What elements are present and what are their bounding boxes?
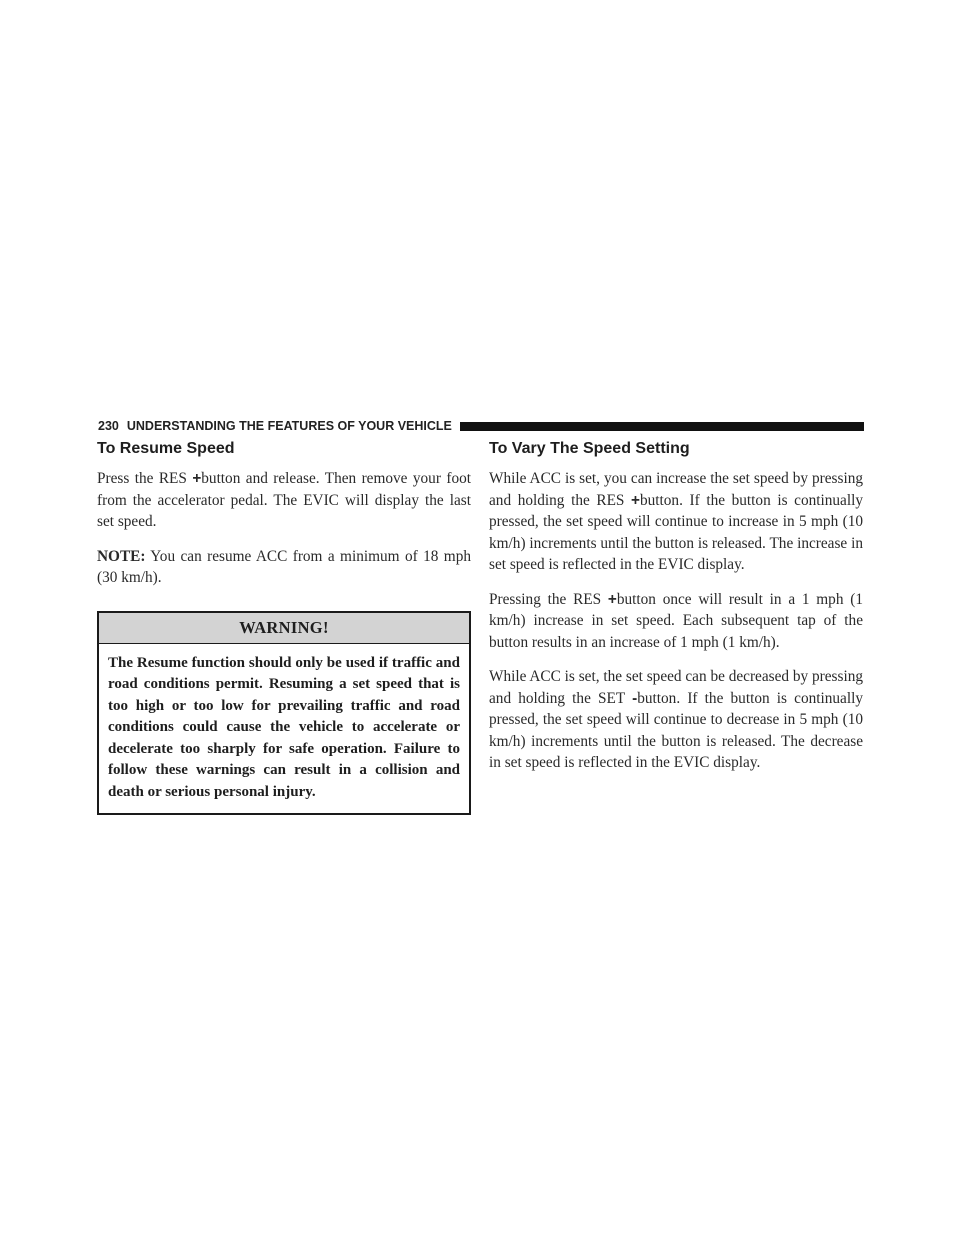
vary-speed-heading: To Vary The Speed Setting xyxy=(489,440,690,457)
note-text: You can resume ACC from a minimum of 18 mph (30 km/h). xyxy=(97,547,471,586)
minus-symbol: - xyxy=(632,689,638,707)
page-number: 230 xyxy=(98,419,119,433)
warning-box xyxy=(97,611,471,816)
note-paragraph xyxy=(97,546,471,589)
text-run: While ACC is set, the set speed can be decreased by pressing and holding the SET xyxy=(489,668,863,707)
text-run: button. If the button is continually pressed, the set speed will continue to increase in 5 mph (10 km/h) increments until the button is released. The increase in set speed is reflected in the EVIC display. xyxy=(489,491,863,573)
text-run: While ACC is set, you can increase the set speed by pressing and holding the RES xyxy=(489,470,863,509)
vary-speed-paragraph-2 xyxy=(489,589,863,654)
text-run: Pressing the RES xyxy=(489,590,608,608)
plus-symbol: + xyxy=(631,491,640,509)
header-rule xyxy=(460,422,864,431)
text-run: Press the RES xyxy=(97,470,193,487)
text-run: button. If the button is continually pressed, the set speed will continue to decrease in 5 mph (10 km/h) increments until the button is released. The decrease in set speed is reflected in the EVIC display. xyxy=(489,689,863,771)
plus-symbol: + xyxy=(192,470,202,487)
text-run: button and release. Then remove your foot from the accelerator pedal. The EVIC will display the last set speed. xyxy=(97,470,471,530)
page-header xyxy=(98,416,864,436)
left-column xyxy=(97,440,471,815)
plus-symbol: + xyxy=(607,590,617,608)
resume-speed-heading: To Resume Speed xyxy=(97,440,235,457)
section-title: UNDERSTANDING THE FEATURES OF YOUR VEHICLE xyxy=(126,419,452,433)
warning-title: WARNING! xyxy=(99,613,469,644)
warning-text: The Resume function should only be used if traffic and road conditions permit. Resuming a set speed that is too high or too low for prevailing traffic and road conditions could cause the vehicle to accelerate or decelerate too sharply for safe operation. Failure to follow these warnings can result in a collision and death or serious personal injury. xyxy=(108,654,460,800)
vary-speed-paragraph-3 xyxy=(489,666,863,774)
note-label: NOTE: xyxy=(97,547,146,565)
resume-speed-paragraph xyxy=(97,468,471,533)
vary-speed-paragraph-1 xyxy=(489,468,863,576)
text-run: button once will result in a 1 mph (1 km/h) increase in set speed. Each subsequent tap of the button results in an increase of 1 mph (1 km/h). xyxy=(489,590,863,651)
right-column xyxy=(489,440,863,787)
